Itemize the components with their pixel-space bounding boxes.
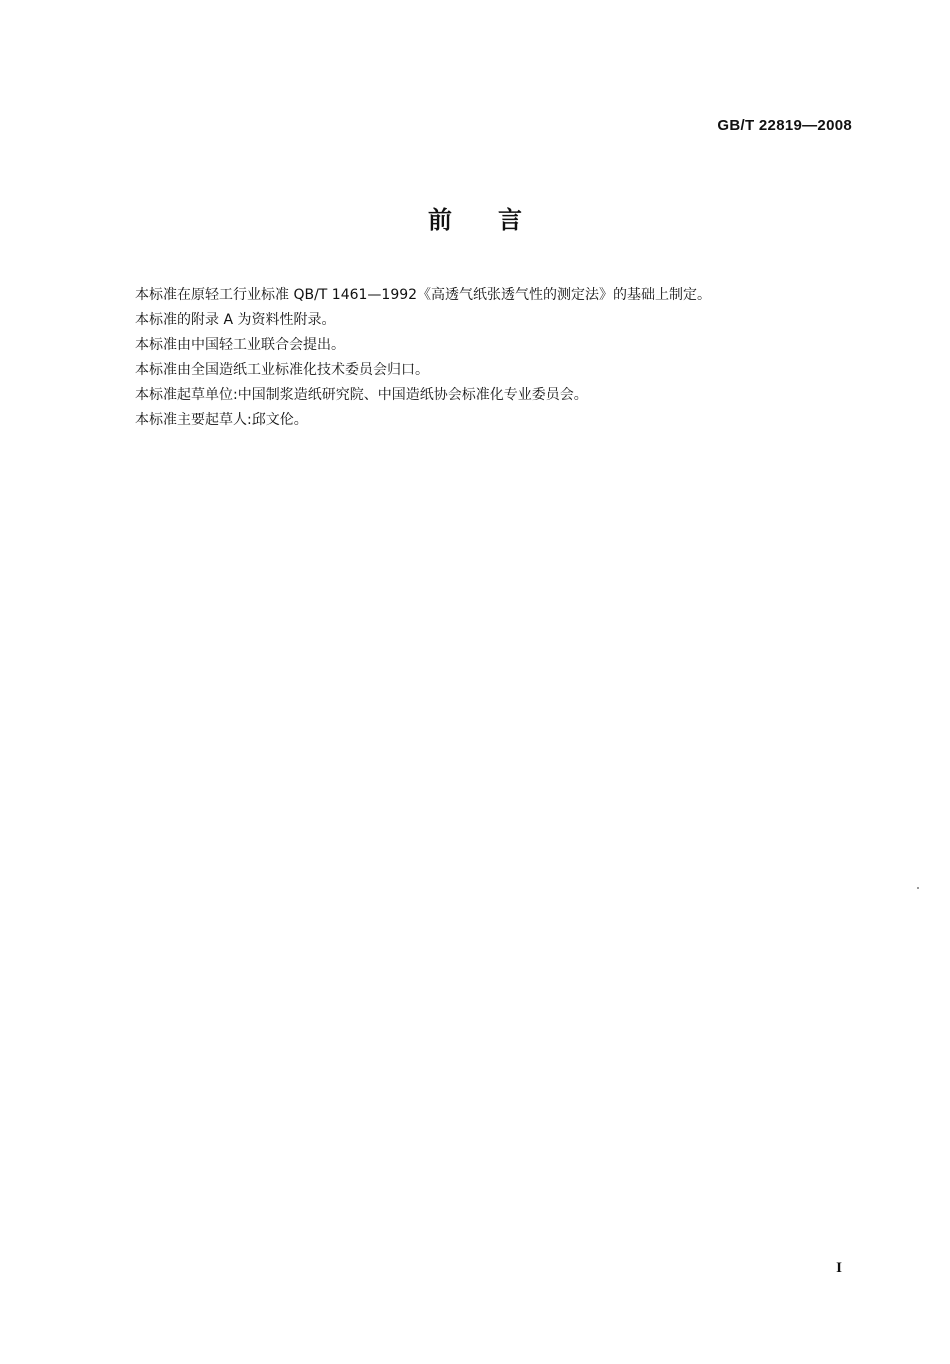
foreword-body <box>135 283 855 433</box>
standard-number: GB/T 22819—2008 <box>717 117 852 134</box>
scan-speck <box>917 887 919 889</box>
paragraph: 本标准在原轻工行业标准 QB/T 1461—1992《高透气纸张透气性的测定法》的基础上制定。 <box>135 287 712 303</box>
paragraph: 本标准主要起草人:邱文伦。 <box>135 412 308 428</box>
paragraph: 本标准起草单位:中国制浆造纸研究院、中国造纸协会标准化专业委员会。 <box>135 387 588 403</box>
page-title: 前言 <box>428 206 568 234</box>
paragraph: 本标准由中国轻工业联合会提出。 <box>135 337 345 353</box>
paragraph: 本标准由全国造纸工业标准化技术委员会归口。 <box>135 362 429 378</box>
paragraph: 本标准的附录 A 为资料性附录。 <box>135 312 336 328</box>
page-number: I <box>836 1260 842 1276</box>
